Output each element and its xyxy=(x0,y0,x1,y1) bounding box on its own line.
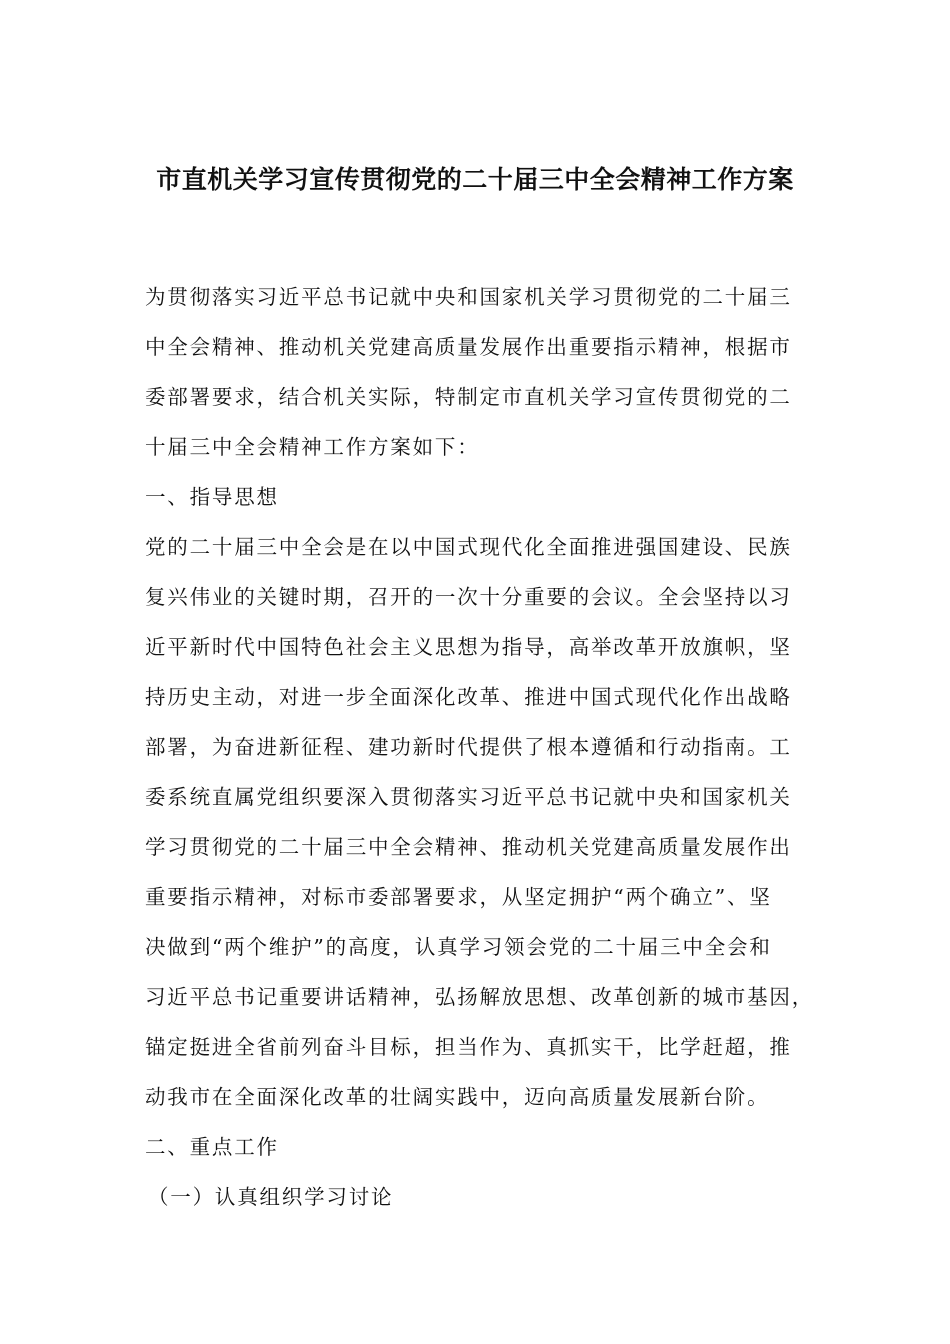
body-line-15: 习近平总书记重要讲话精神，弘扬解放思想、改革创新的城市基因， xyxy=(145,985,814,1009)
body-line-13: 重要指示精神，对标市委部署要求，从坚定拥护“两个确立”、坚 xyxy=(145,885,772,909)
body-line-6: 党的二十届三中全会是在以中国式现代化全面推进强国建设、民族 xyxy=(145,535,792,559)
body-line-16: 锚定挺进全省前列奋斗目标，担当作为、真抓实干，比学赶超，推 xyxy=(145,1035,792,1059)
subsection-heading-1: （一）认真组织学习讨论 xyxy=(148,1185,394,1209)
body-line-10: 部署，为奋进新征程、建功新时代提供了根本遵循和行动指南。工 xyxy=(145,735,792,759)
body-line-4: 十届三中全会精神工作方案如下： xyxy=(145,435,480,459)
body-line-8: 近平新时代中国特色社会主义思想为指导，高举改革开放旗帜，坚 xyxy=(145,635,792,659)
body-line-7: 复兴伟业的关键时期，召开的一次十分重要的会议。全会坚持以习 xyxy=(145,585,792,609)
section-heading-2: 二、重点工作 xyxy=(145,1135,279,1159)
document-title: 市直机关学习宣传贯彻党的二十届三中全会精神工作方案 xyxy=(156,165,794,194)
body-line-14: 决做到“两个维护”的高度，认真学习领会党的二十届三中全会和 xyxy=(145,935,772,959)
body-line-2: 中全会精神、推动机关党建高质量发展作出重要指示精神，根据市 xyxy=(145,335,792,359)
section-heading-1: 一、指导思想 xyxy=(145,485,279,509)
body-line-12: 学习贯彻党的二十届三中全会精神、推动机关党建高质量发展作出 xyxy=(145,835,792,859)
body-line-17: 动我市在全面深化改革的壮阔实践中，迈向高质量发展新台阶。 xyxy=(145,1085,770,1109)
body-line-3: 委部署要求，结合机关实际，特制定市直机关学习宣传贯彻党的二 xyxy=(145,385,792,409)
body-line-1: 为贯彻落实习近平总书记就中央和国家机关学习贯彻党的二十届三 xyxy=(145,285,792,309)
body-line-9: 持历史主动，对进一步全面深化改革、推进中国式现代化作出战略 xyxy=(145,685,792,709)
body-line-11: 委系统直属党组织要深入贯彻落实习近平总书记就中央和国家机关 xyxy=(145,785,792,809)
